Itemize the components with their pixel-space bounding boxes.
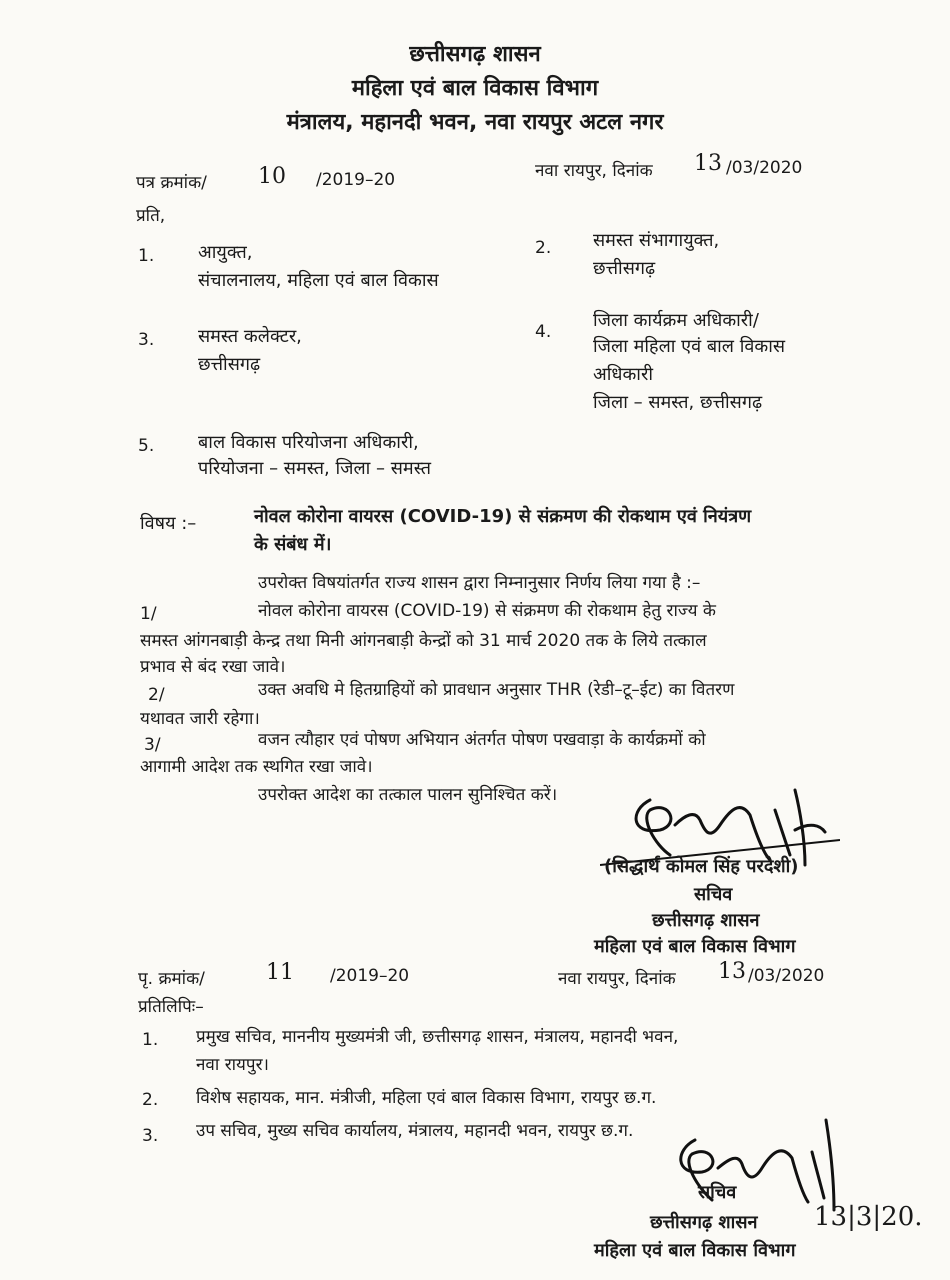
recipient-line: समस्त संभागायुक्त, xyxy=(593,230,720,251)
recipient-line: अधिकारी xyxy=(593,364,653,385)
recipient-number: 3. xyxy=(138,330,155,350)
recipient-line: बाल विकास परियोजना अधिकारी, xyxy=(198,432,419,453)
recipient-number: 4. xyxy=(535,322,552,342)
signatory-name: (सिद्धार्थ कोमल सिंह परदेशी) xyxy=(604,856,799,877)
recipient-line: छत्तीसगढ़ xyxy=(198,354,261,375)
signature-mark xyxy=(640,1110,840,1220)
header-department: महिला एवं बाल विकास विभाग xyxy=(351,76,599,101)
point-text: यथावत जारी रहेगा। xyxy=(140,709,260,729)
point-text: प्रभाव से बंद रखा जावे। xyxy=(140,657,286,677)
signatory-dept: महिला एवं बाल विकास विभाग xyxy=(594,936,796,957)
endorsement-ref-year: /2019–20 xyxy=(330,966,410,986)
to-label: प्रति, xyxy=(136,206,166,226)
copy-number: 3. xyxy=(142,1126,159,1146)
letter-ref-year: /2019–20 xyxy=(316,170,396,190)
recipient-number: 5. xyxy=(138,436,155,456)
recipient-line: आयुक्त, xyxy=(198,242,253,263)
recipient-line: समस्त कलेक्टर, xyxy=(198,326,302,347)
copy-number: 1. xyxy=(142,1030,159,1050)
endorsement-sign-title: सचिव xyxy=(698,1182,737,1203)
copy-line: नवा रायपुर। xyxy=(196,1055,269,1075)
endorsement-sign-dept: महिला एवं बाल विकास विभाग xyxy=(594,1240,796,1261)
closing-text: उपरोक्त आदेश का तत्काल पालन सुनिश्चित करें। xyxy=(258,785,558,805)
recipient-line: जिला कार्यक्रम अधिकारी/ xyxy=(593,310,759,331)
point-number: 1/ xyxy=(140,604,157,624)
subject-label: विषय :– xyxy=(140,513,197,534)
copy-number: 2. xyxy=(142,1090,159,1110)
endorsement-ref-number: 11 xyxy=(266,960,294,985)
body-intro: उपरोक्त विषयांतर्गत राज्य शासन द्वारा निम्नानुसार निर्णय लिया गया है :– xyxy=(258,573,701,593)
signatory-govt: छत्तीसगढ़ शासन xyxy=(652,910,760,931)
recipient-line: जिला महिला एवं बाल विकास xyxy=(593,336,786,357)
recipient-line: छत्तीसगढ़ xyxy=(593,258,656,279)
letter-place-date-label: नवा रायपुर, दिनांक xyxy=(535,161,653,181)
letter-date-day: 13 xyxy=(694,151,722,176)
point-number: 2/ xyxy=(148,685,165,705)
point-text: आगामी आदेश तक स्थगित रखा जावे। xyxy=(140,757,373,777)
point-text: समस्त आंगनबाड़ी केन्द्र तथा मिनी आंगनबाड़ी केन्द्रों को 31 मार्च 2020 तक के लिये तत्काल xyxy=(140,631,707,651)
recipient-line: जिला – समस्त, छत्तीसगढ़ xyxy=(593,392,763,413)
recipient-number: 2. xyxy=(535,238,552,258)
copy-line: प्रमुख सचिव, माननीय मुख्यमंत्री जी, छत्तीसगढ़ शासन, मंत्रालय, महानदी भवन, xyxy=(196,1027,679,1047)
point-text: उक्त अवधि मे हितग्राहियों को प्रावधान अनुसार THR (रेडी–टू–ईट) का वितरण xyxy=(258,680,735,700)
endorsement-sign-govt: छत्तीसगढ़ शासन xyxy=(650,1212,758,1233)
point-number: 3/ xyxy=(144,735,161,755)
header-address: मंत्रालय, महानदी भवन, नवा रायपुर अटल नगर xyxy=(286,110,664,135)
letter-ref-label: पत्र क्रमांक/ xyxy=(136,173,207,193)
recipient-line: संचालनालय, महिला एवं बाल विकास xyxy=(198,270,439,291)
letter-date-rest: /03/2020 xyxy=(726,158,803,178)
point-text: नोवल कोरोना वायरस (COVID-19) से संक्रमण की रोकथाम हेतु राज्य के xyxy=(258,601,716,621)
recipient-number: 1. xyxy=(138,246,155,266)
handwritten-date: 13|3|20. xyxy=(814,1202,923,1232)
signatory-title: सचिव xyxy=(694,884,733,905)
endorsement-place-date-label: नवा रायपुर, दिनांक xyxy=(558,969,676,989)
subject-line: नोवल कोरोना वायरस (COVID-19) से संक्रमण की रोकथाम एवं नियंत्रण xyxy=(254,506,752,527)
endorsement-date-day: 13 xyxy=(718,959,746,984)
endorsement-date-rest: /03/2020 xyxy=(748,966,825,986)
copy-line: उप सचिव, मुख्य सचिव कार्यालय, मंत्रालय, महानदी भवन, रायपुर छ.ग. xyxy=(196,1121,634,1141)
endorsement-ref-label: पृ. क्रमांक/ xyxy=(138,969,205,989)
subject-line: के संबंध में। xyxy=(254,534,332,555)
letter-ref-number: 10 xyxy=(258,164,286,189)
point-text: वजन त्यौहार एवं पोषण अभियान अंतर्गत पोषण पखवाड़ा के कार्यक्रमों को xyxy=(258,730,706,750)
header-government: छत्तीसगढ़ शासन xyxy=(409,42,541,67)
copy-label: प्रतिलिपिः– xyxy=(138,997,204,1017)
recipient-line: परियोजना – समस्त, जिला – समस्त xyxy=(198,458,431,479)
copy-line: विशेष सहायक, मान. मंत्रीजी, महिला एवं बाल विकास विभाग, रायपुर छ.ग. xyxy=(196,1088,657,1108)
